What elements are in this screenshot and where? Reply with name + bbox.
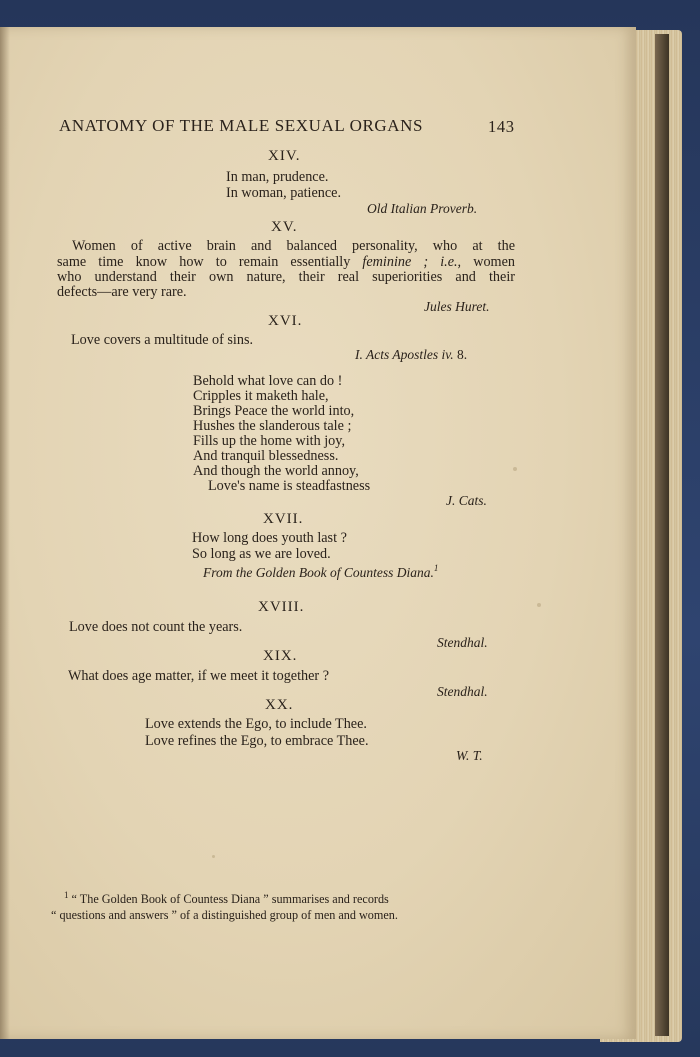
section-numeral-xviii: XVIII. (258, 599, 305, 615)
poem-line: Brings Peace the world into, (193, 403, 355, 419)
attribution: J. Cats. (446, 493, 487, 508)
section-numeral-xx: XX. (265, 697, 294, 713)
running-title: ANATOMY OF THE MALE SEXUAL ORGANS (59, 116, 424, 135)
poem-line: And though the world annoy, (193, 463, 359, 479)
section-numeral-xvii: XVII. (263, 511, 304, 527)
paper-speck (537, 603, 541, 607)
paper-speck (212, 855, 215, 858)
quote-line: In man, prudence. (226, 169, 329, 185)
poem-line: And tranquil blessedness. (193, 448, 339, 464)
attribution: Old Italian Proverb. (367, 201, 478, 216)
paragraph-line: same time know how to remain essentially feminine ; i.e., women (57, 254, 515, 270)
quote-line: So long as we are loved. (192, 546, 331, 562)
section-numeral-xix: XIX. (263, 648, 298, 664)
poem-line: Cripples it maketh hale, (193, 388, 329, 404)
footnote-mark: 1 (64, 890, 69, 900)
poem-line: Behold what love can do ! (193, 373, 343, 389)
quote-line: Love refines the Ego, to embrace Thee. (145, 733, 369, 749)
paragraph-line: defects—are very rare. (57, 284, 187, 300)
paragraph-line: who understand their own nature, their real superiorities and their (57, 269, 515, 285)
section-numeral-xvi: XVI. (268, 313, 303, 329)
footnote-line: $^1$ “ The Golden Book of Countess Diana ” summarises and records (64, 890, 389, 906)
paragraph-line: Women of active brain and balanced personality, who at the (72, 238, 515, 254)
quote-line: Love covers a multitude of sins. (71, 332, 254, 348)
paper-speck (513, 467, 517, 471)
page-number: 143 (488, 117, 515, 136)
citation: I. Acts Apostles iv. 8. (355, 347, 468, 362)
attribution: W. T. (456, 748, 483, 763)
page-gutter (0, 27, 10, 1039)
quote-line: Love does not count the years. (69, 619, 243, 635)
attribution: Stendhal. (437, 635, 488, 650)
poem-line: Fills up the home with joy, (193, 433, 345, 449)
attribution: Stendhal. (437, 684, 488, 699)
section-numeral-xv: XV. (271, 219, 298, 235)
footnote-line: “ questions and answers ” of a distinguished group of men and women. (51, 908, 398, 922)
section-numeral-xiv: XIV. (268, 148, 301, 164)
poem-line: Love's name is steadfastness (208, 478, 371, 494)
attribution: Jules Huret. (424, 299, 490, 314)
quote-line: How long does youth last ? (192, 530, 347, 546)
footnote-reference: 1 (433, 563, 439, 573)
quote-line: Love extends the Ego, to include Thee. (145, 716, 367, 732)
attribution: From the Golden Book of Countess Diana.$^1$ (203, 563, 439, 580)
quote-line: What does age matter, if we meet it together ? (68, 668, 329, 684)
page-edges-shadow (655, 34, 669, 1036)
poem-line: Hushes the slanderous tale ; (193, 418, 352, 434)
quote-line: In woman, patience. (226, 185, 342, 201)
